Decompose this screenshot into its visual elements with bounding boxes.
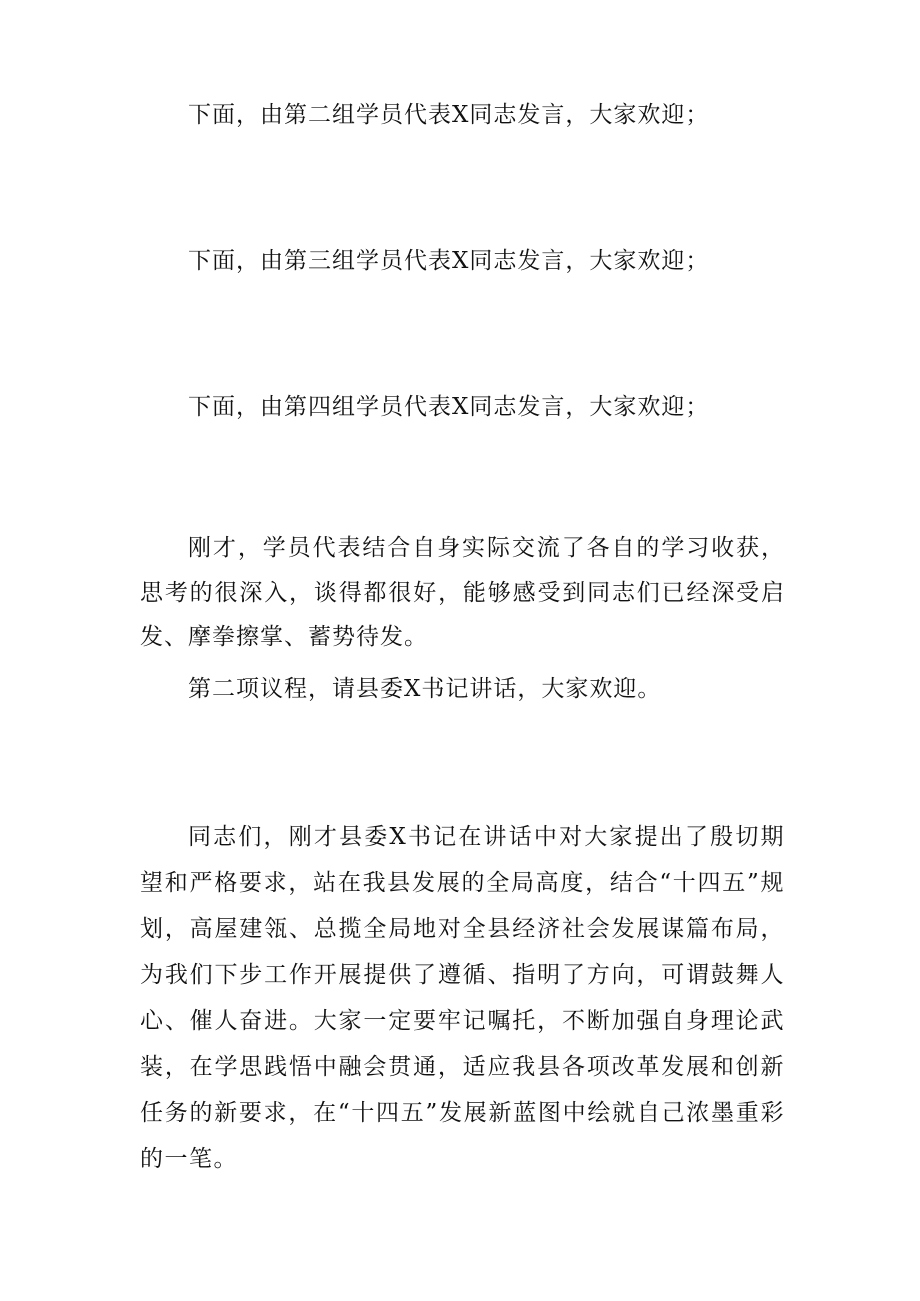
agenda-item-2: 第二项议程，请县委X书记讲话，大家欢迎。 (188, 676, 662, 702)
summary-paragraph: 刚才，学员代表结合自身实际交流了各自的学习收获，思考的很深入，谈得都很好，能够感受到同志们已经深受启发、摩拳擦掌、蓄势待发。 (140, 535, 785, 650)
closing-paragraph: 同志们，刚才县委X书记在讲话中对大家提出了殷切期望和严格要求，站在我县发展的全局高度，结合“十四五”规划，高屋建瓴、总揽全局地对全县经济社会发展谋篇布局，为我们下步工作开展提供了遵循、指明了方向，可谓鼓舞人心、催人奋进。大家一定要牢记嘱托，不断加强自身理论武装，在学思践悟中融会贯通，适应我县各项改革发展和创新任务的新要求，在“十四五”发展新蓝图中绘就自己浓墨重彩的一笔。 (140, 824, 785, 1172)
speaker-line-group4: 下面，由第四组学员代表X同志发言，大家欢迎； (188, 394, 710, 420)
speaker-line-group2: 下面，由第二组学员代表X同志发言，大家欢迎； (188, 102, 710, 128)
speaker-line-group3: 下面，由第三组学员代表X同志发言，大家欢迎； (188, 248, 710, 274)
